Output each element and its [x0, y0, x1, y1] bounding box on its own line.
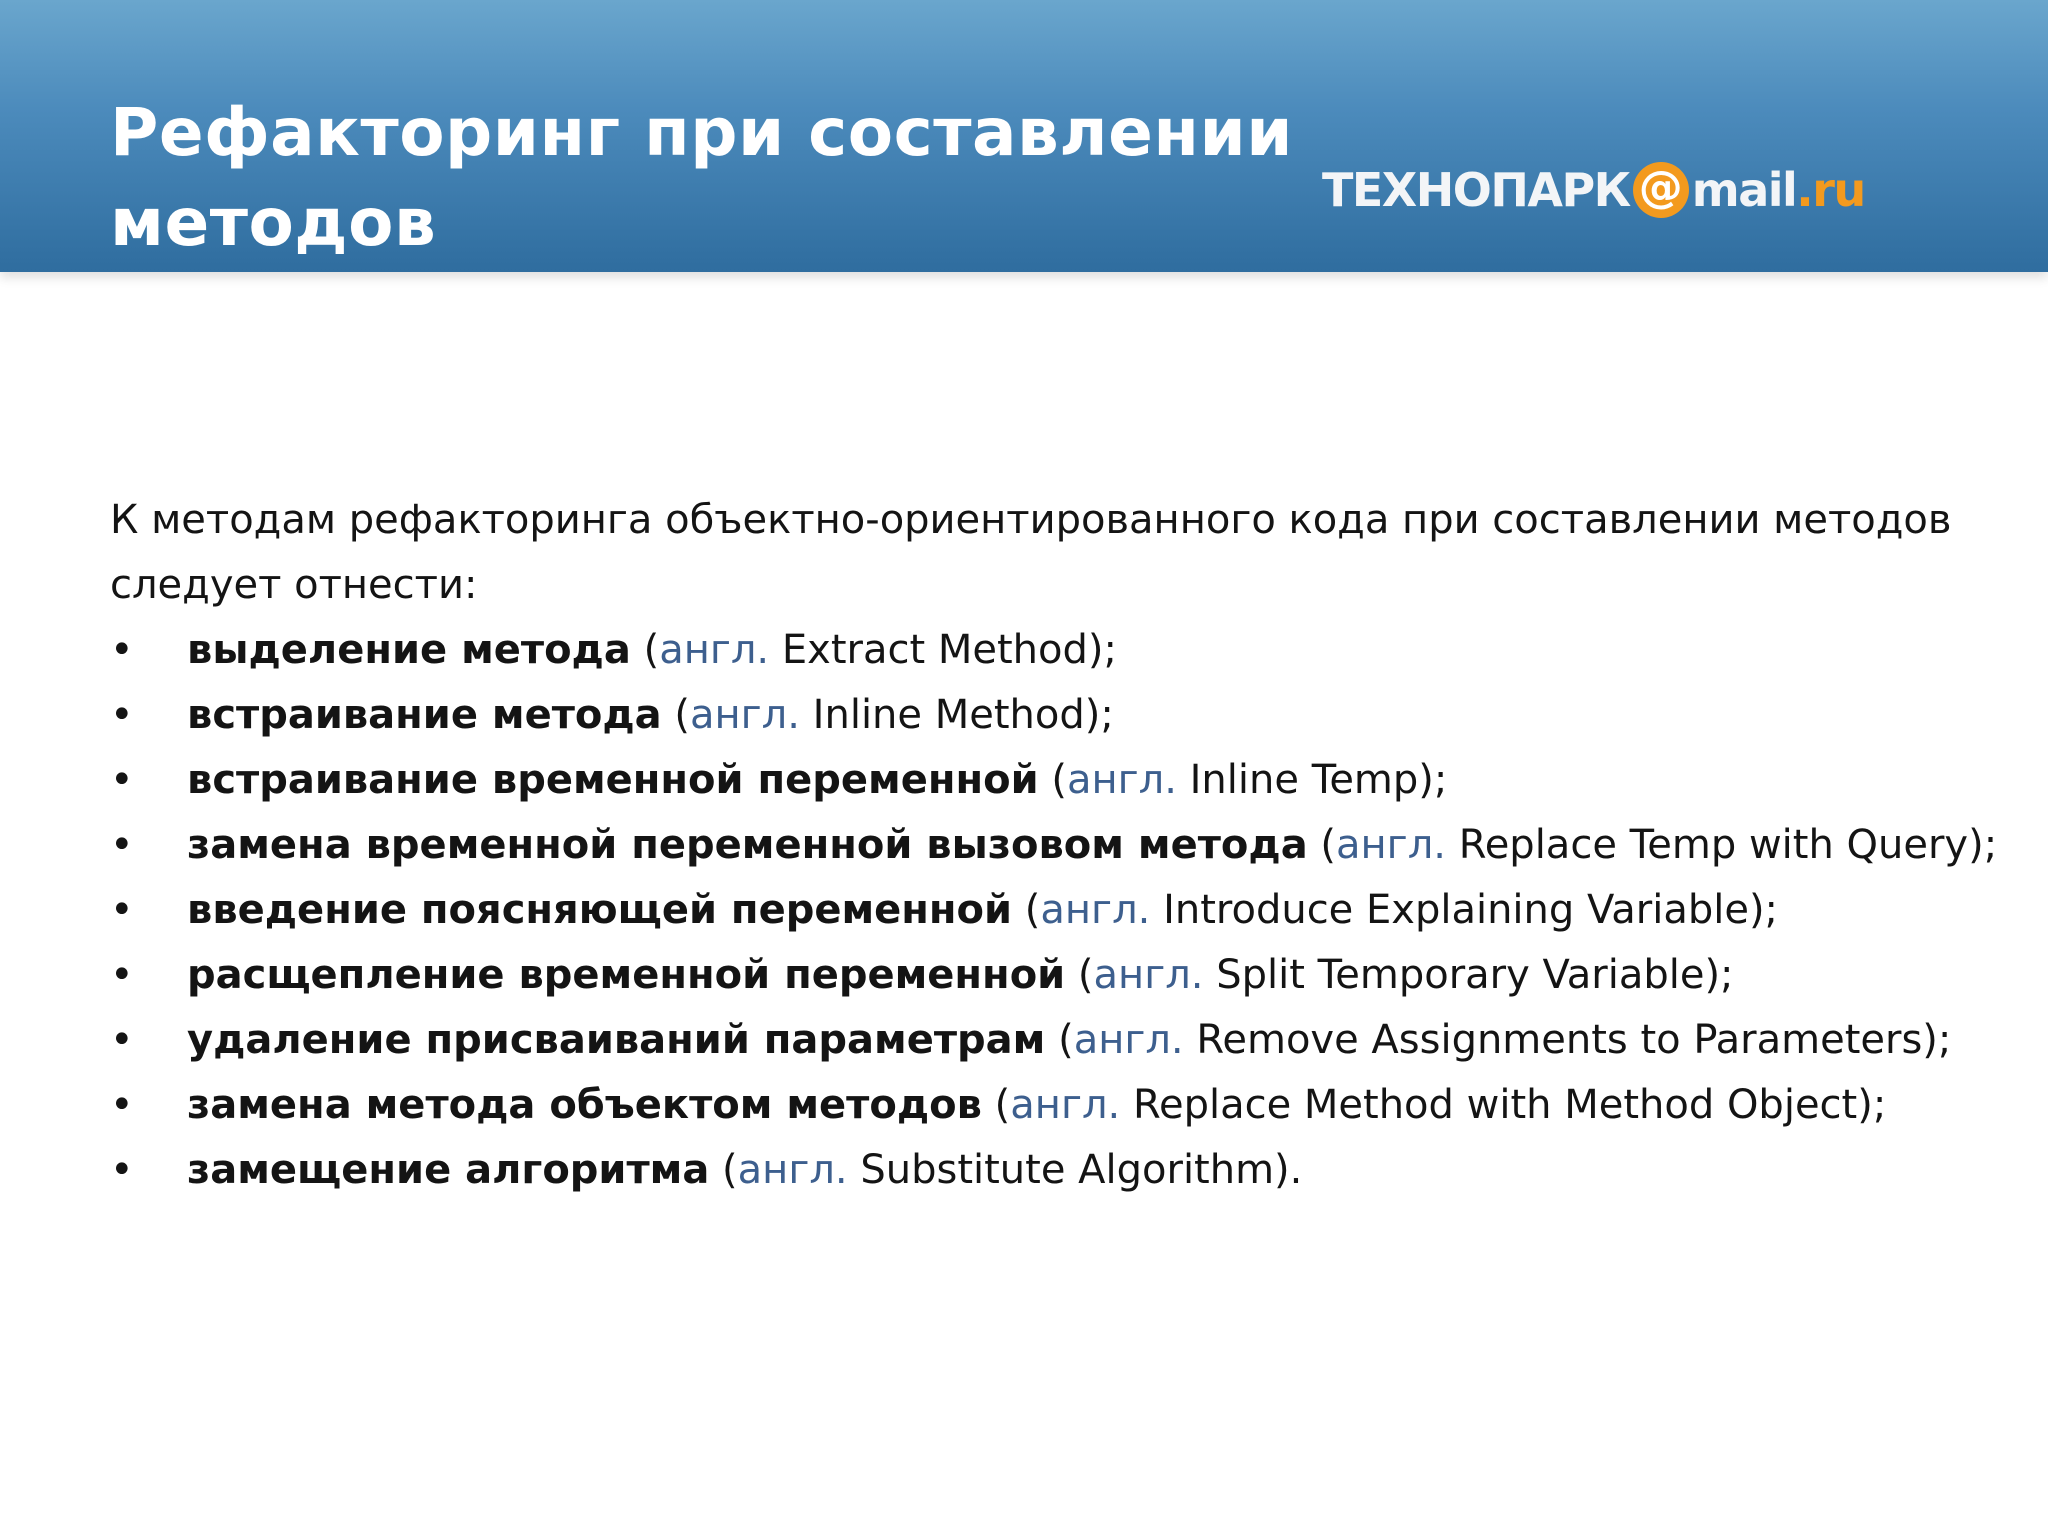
item-english: Replace Temp with Query); [1445, 822, 1998, 868]
bullet-icon: • [110, 887, 134, 933]
bullet-icon: • [110, 952, 134, 998]
bullet-icon: • [110, 1082, 134, 1128]
item-english: Inline Temp); [1176, 757, 1448, 803]
item-paren: ( [1065, 952, 1094, 998]
item-abbr: англ. [1336, 822, 1446, 868]
bullet-icon: • [110, 692, 134, 738]
list-item [110, 1073, 2000, 1138]
item-paren: ( [661, 692, 690, 738]
item-abbr: англ. [1010, 1082, 1121, 1128]
list-item [110, 813, 2000, 878]
item-abbr: англ. [1040, 887, 1151, 933]
intro-text: К методам рефакторинга объектно-ориентированного кода при составлении методов следует отнести: [110, 497, 1952, 608]
item-english: Inline Method); [799, 692, 1114, 738]
item-term: замена метода объектом методов [187, 1082, 982, 1128]
item-paren: ( [1045, 1017, 1074, 1063]
item-paren: ( [1012, 887, 1041, 933]
item-abbr: англ. [690, 692, 800, 738]
item-term: введение поясняющей переменной [187, 887, 1013, 933]
item-paren: ( [630, 627, 660, 673]
bullet-icon: • [110, 757, 134, 803]
item-term: встраивание метода [187, 692, 662, 738]
item-abbr: англ. [737, 1147, 848, 1193]
item-english: Replace Method with Method Object); [1120, 1082, 1887, 1128]
item-english: Extract Method); [769, 627, 1117, 673]
item-english: Substitute Algorithm). [847, 1147, 1303, 1193]
list-item [110, 1008, 2000, 1073]
item-term: замещение алгоритма [187, 1147, 710, 1193]
list-item [110, 683, 2000, 748]
item-term: выделение метода [187, 627, 631, 673]
item-abbr: англ. [1073, 1017, 1184, 1063]
item-term: замена временной переменной вызовом метода [187, 822, 1308, 868]
slide-title: Рефакторинг при составлении методов [110, 94, 1294, 261]
item-abbr: англ. [1066, 757, 1177, 803]
item-paren: ( [981, 1082, 1011, 1128]
list-item [110, 943, 2000, 1008]
item-english: Remove Assignments to Parameters); [1183, 1017, 1952, 1063]
item-abbr: англ. [659, 627, 770, 673]
bullet-icon: • [110, 627, 134, 673]
logo-tld: .ru [1796, 163, 1865, 217]
bullet-icon: • [110, 822, 134, 868]
list-item [110, 878, 2000, 943]
slide-body [110, 488, 2000, 1203]
item-term: удаление присваиваний параметрам [187, 1017, 1046, 1063]
item-term: расщепление временной переменной [187, 952, 1066, 998]
item-term: встраивание временной переменной [187, 757, 1039, 803]
item-paren: ( [1307, 822, 1337, 868]
bullet-icon: • [110, 1147, 134, 1193]
item-english: Split Temporary Variable); [1203, 952, 1734, 998]
item-paren: ( [709, 1147, 738, 1193]
item-paren: ( [1038, 757, 1067, 803]
list-item [110, 618, 2000, 683]
logo-at-icon: @ [1633, 162, 1689, 218]
bullet-icon: • [110, 1017, 134, 1063]
item-english: Introduce Explaining Variable); [1150, 887, 1779, 933]
list-item [110, 748, 2000, 813]
list-item [110, 1138, 2000, 1203]
technopark-mail-logo [1322, 150, 1865, 230]
logo-brand: ТЕХНОПАРК [1322, 163, 1630, 217]
logo-name: mail [1691, 163, 1797, 217]
refactoring-list [110, 618, 2000, 1203]
item-abbr: англ. [1093, 952, 1204, 998]
header-banner [0, 0, 2048, 272]
